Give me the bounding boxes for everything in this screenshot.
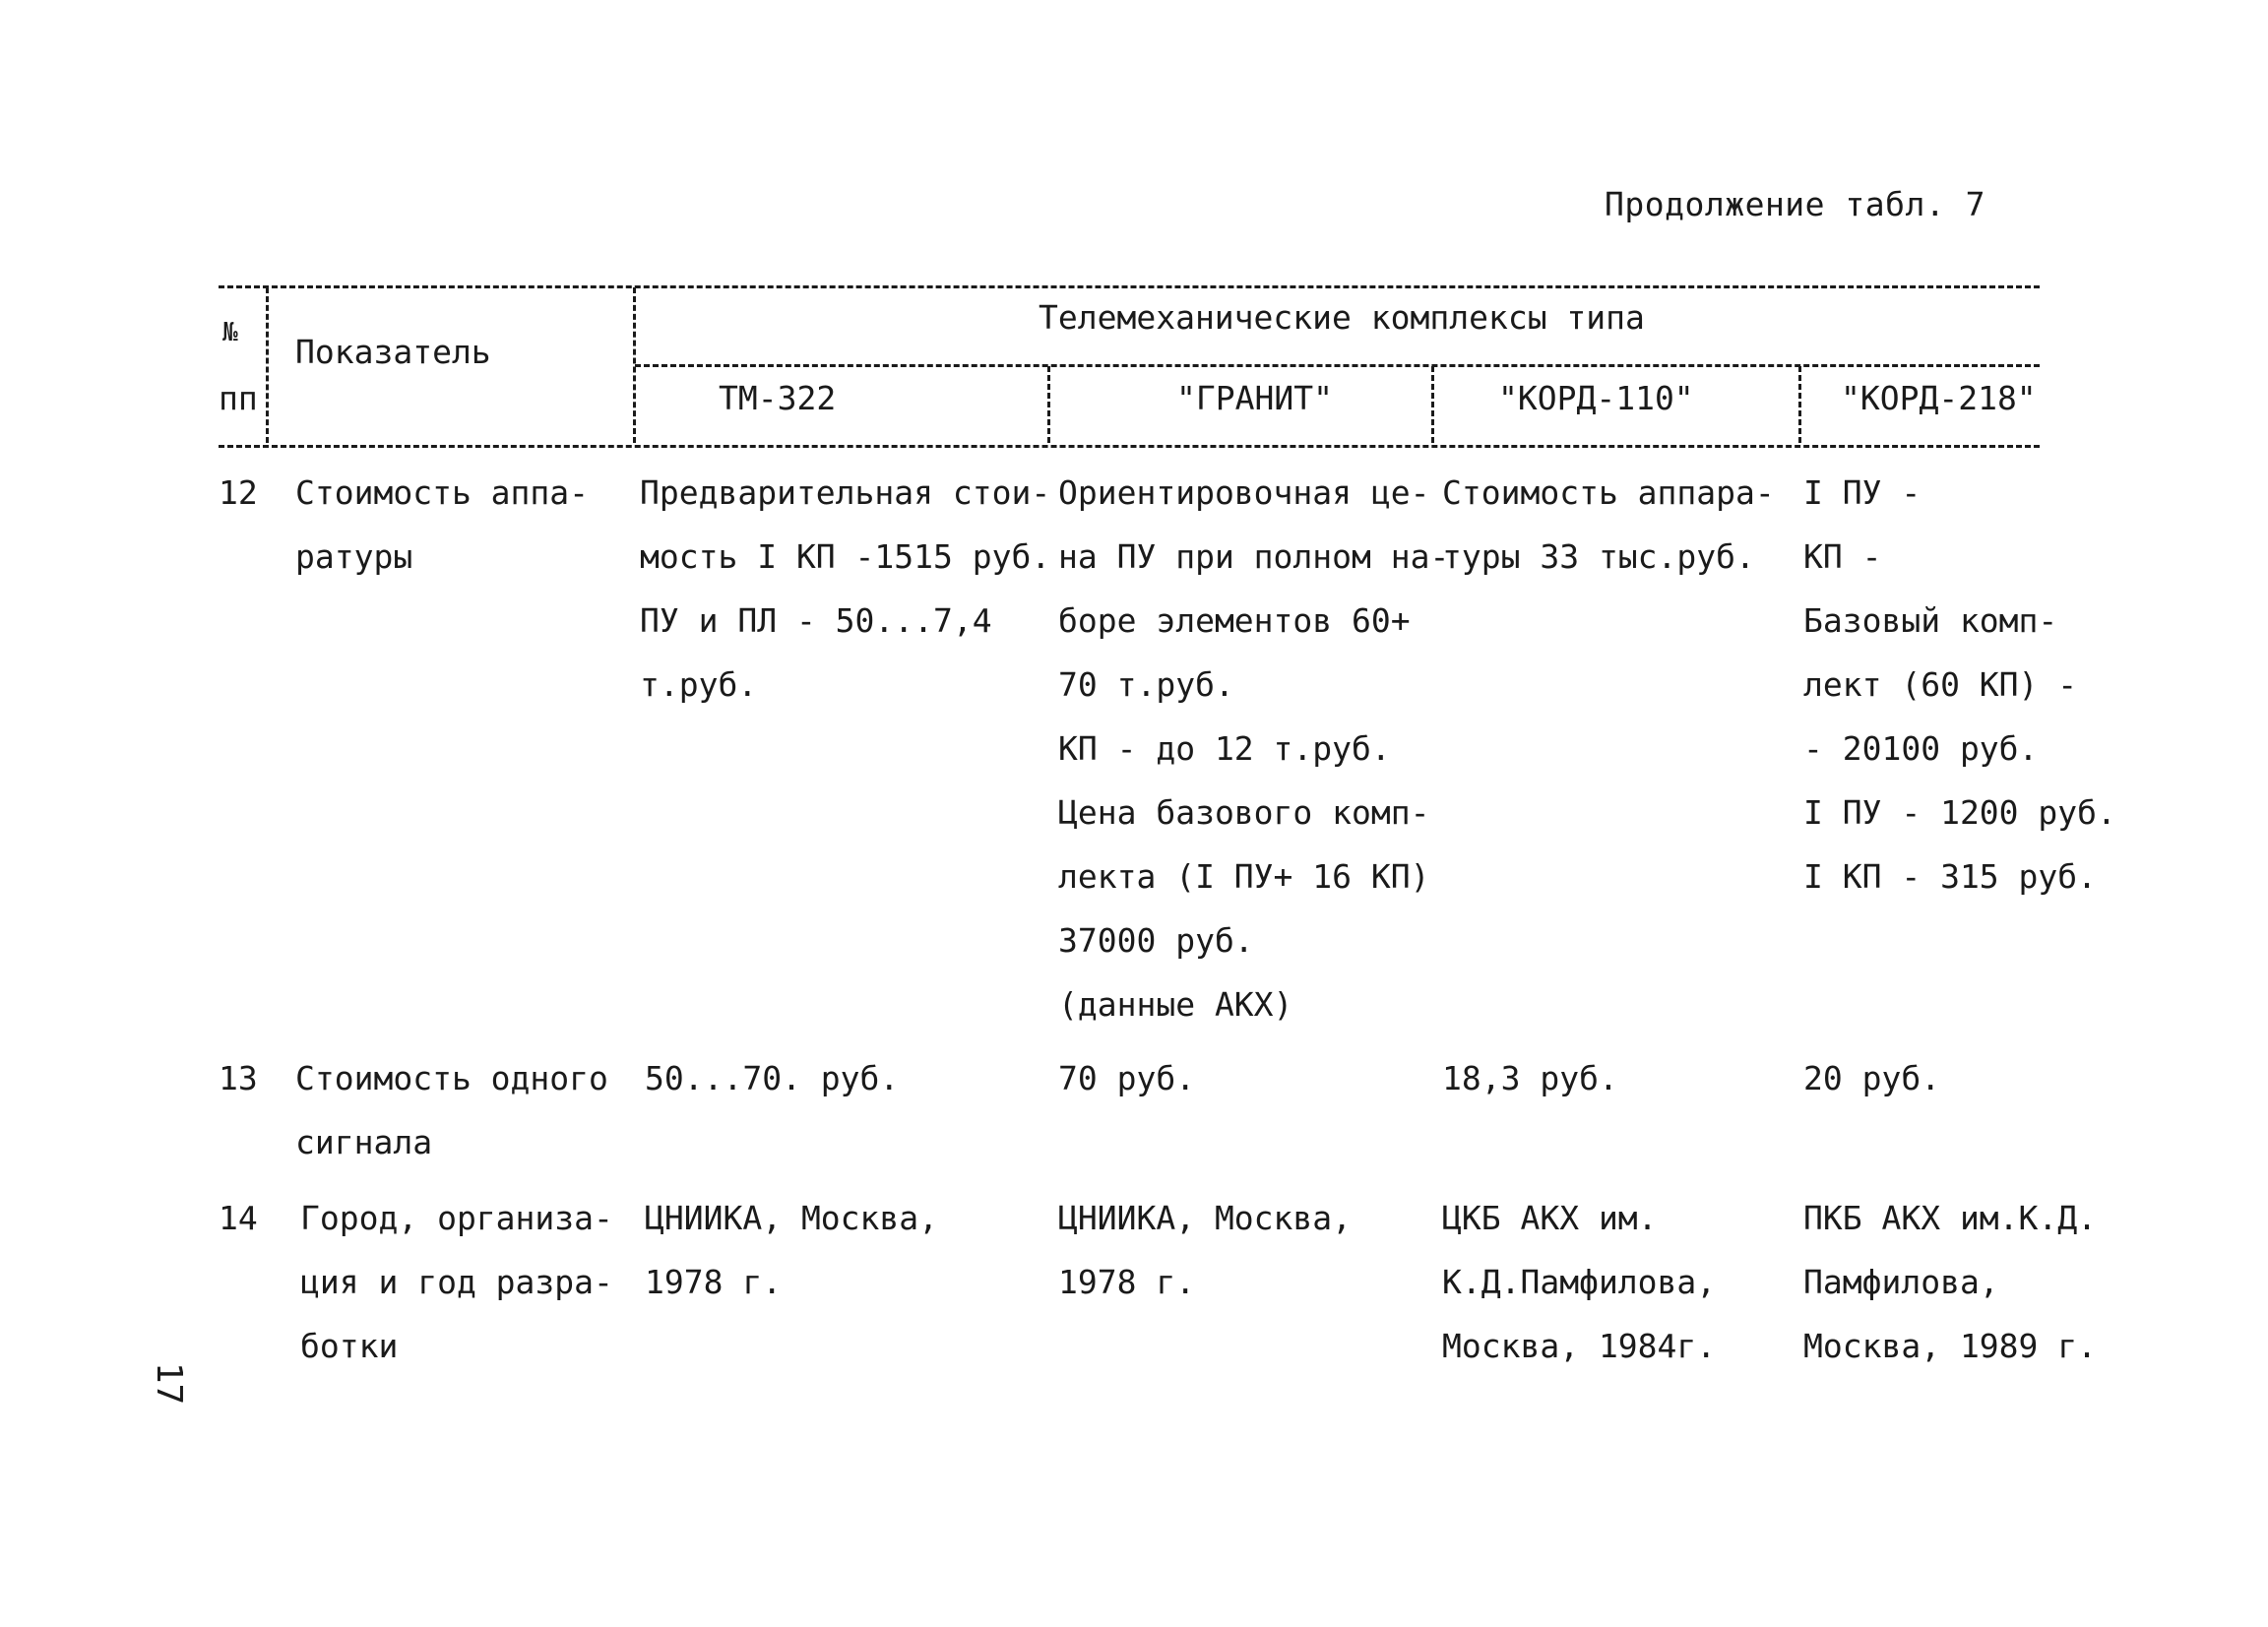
text-line: ЦКБ АКХ им.	[1442, 1199, 1658, 1237]
row-13-kord110	[1442, 1046, 1618, 1110]
text-line: лект (60 КП) -	[1803, 665, 2078, 704]
text-line: - 20100 руб.	[1803, 729, 2039, 768]
row-12-tm322	[640, 461, 1050, 717]
header-system-4: "КОРД-218"	[1841, 379, 2037, 417]
text-line: ботки	[300, 1327, 399, 1365]
text-line: 50...70. руб.	[645, 1059, 900, 1097]
header-system-1: ТМ-322	[719, 379, 837, 417]
row-14-tm322	[645, 1186, 938, 1314]
row-12-granit	[1058, 461, 1449, 1036]
text-line: ПУ и ПЛ - 50...7,4	[640, 601, 992, 640]
header-top-rule	[219, 285, 2040, 288]
text-line: Москва, 1984г.	[1442, 1327, 1717, 1365]
text-line: Стоимость одного	[295, 1059, 608, 1097]
text-line: сигнала	[295, 1123, 433, 1161]
text-line: на ПУ при полном на-	[1058, 537, 1450, 576]
page-number: 17	[149, 1361, 190, 1406]
text-line: I КП - 315 руб.	[1803, 857, 2098, 896]
col-separator-num	[266, 287, 269, 443]
header-indicator: Показатель	[295, 333, 491, 371]
col-separator-c3	[1798, 366, 1801, 443]
row-12-indicator	[295, 461, 589, 589]
header-mid-rule	[635, 364, 2040, 367]
text-line: ция и год разра-	[300, 1263, 613, 1301]
text-line: Город, организа-	[300, 1199, 613, 1237]
row-14-num: 14	[219, 1199, 258, 1237]
text-line: 37000 руб.	[1058, 921, 1254, 960]
header-system-2: "ГРАНИТ"	[1176, 379, 1333, 417]
text-line: I ПУ -	[1803, 473, 1922, 512]
row-13-kord218	[1803, 1046, 1940, 1110]
row-13-tm322	[645, 1046, 899, 1110]
text-line: туры 33 тыс.руб.	[1442, 537, 1755, 576]
text-line: 1978 г.	[1058, 1263, 1196, 1301]
text-line: Памфилова,	[1803, 1263, 1999, 1301]
text-line: (данные АКХ)	[1058, 985, 1293, 1024]
text-line: Стоимость аппара-	[1442, 473, 1775, 512]
text-line: ЦНИИКА, Москва,	[645, 1199, 939, 1237]
text-line: Стоимость аппа-	[295, 473, 590, 512]
text-line: 70 т.руб.	[1058, 665, 1234, 704]
text-line: КП - до 12 т.руб.	[1058, 729, 1391, 768]
header-system-3: "КОРД-110"	[1498, 379, 1694, 417]
row-13-indicator	[295, 1046, 608, 1174]
text-line: т.руб.	[640, 665, 758, 704]
row-14-kord110	[1442, 1186, 1716, 1378]
row-13-granit	[1058, 1046, 1195, 1110]
text-line: ратуры	[295, 537, 413, 576]
text-line: лекта (I ПУ+ 16 КП)	[1058, 857, 1430, 896]
row-12-kord110	[1442, 461, 1775, 589]
header-group: Телемеханические комплексы типа	[1039, 298, 1645, 337]
text-line: 1978 г.	[645, 1263, 783, 1301]
header-num-top: №	[222, 318, 238, 347]
text-line: Предварительная стои-	[640, 473, 1051, 512]
text-line: ПКБ АКХ им.К.Д.	[1803, 1199, 2098, 1237]
col-separator-c1	[1047, 366, 1050, 443]
text-line: Москва, 1989 г.	[1803, 1327, 2098, 1365]
text-line: Ориентировочная це-	[1058, 473, 1430, 512]
col-separator-indicator	[633, 287, 636, 443]
header-num-bottom: пп	[219, 379, 258, 417]
row-14-kord218	[1803, 1186, 2097, 1378]
text-line: Базовый комп-	[1803, 601, 2058, 640]
header-bottom-rule	[219, 445, 2040, 448]
text-line: боре элементов 60+	[1058, 601, 1411, 640]
text-line: К.Д.Памфилова,	[1442, 1263, 1717, 1301]
text-line: КП -	[1803, 537, 1882, 576]
row-12-kord218	[1803, 461, 2116, 908]
text-line: 18,3 руб.	[1442, 1059, 1618, 1097]
text-line: Цена базового комп-	[1058, 793, 1430, 832]
col-separator-c2	[1431, 366, 1434, 443]
text-line: 70 руб.	[1058, 1059, 1196, 1097]
text-line: ЦНИИКА, Москва,	[1058, 1199, 1353, 1237]
text-line: мость I КП -1515 руб.	[640, 537, 1051, 576]
text-line: I ПУ - 1200 руб.	[1803, 793, 2116, 832]
text-line: 20 руб.	[1803, 1059, 1941, 1097]
row-12-num: 12	[219, 473, 258, 512]
row-14-granit	[1058, 1186, 1352, 1314]
row-14-indicator	[300, 1186, 613, 1378]
row-13-num: 13	[219, 1059, 258, 1097]
table-caption: Продолжение табл. 7	[1605, 185, 1985, 223]
